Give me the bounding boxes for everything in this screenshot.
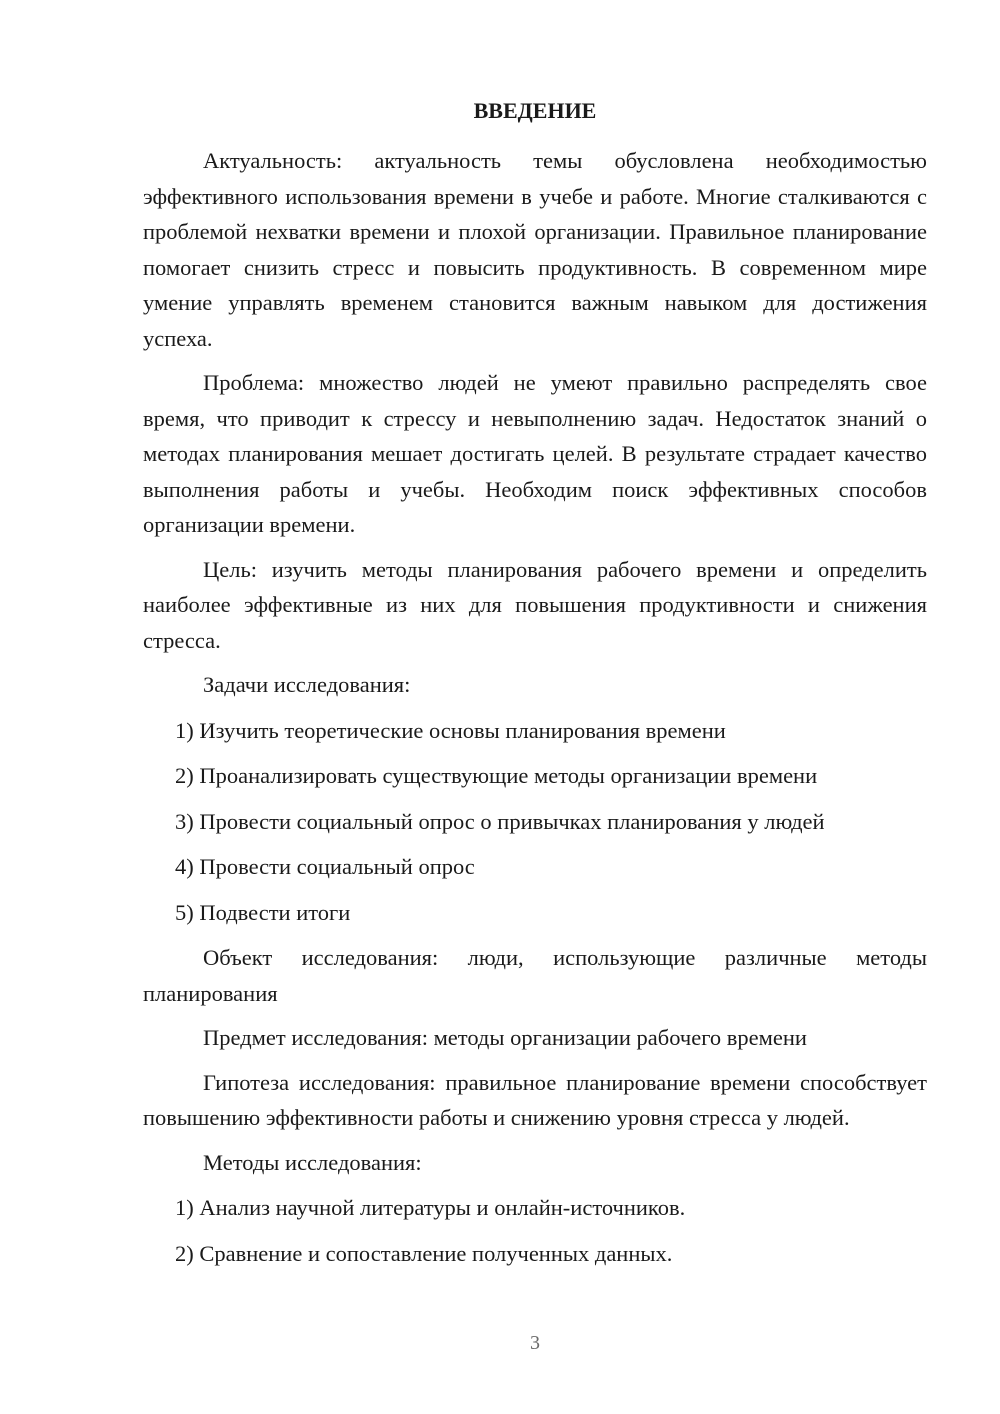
method-item-2: 2) Сравнение и сопоставление полученных данных. bbox=[175, 1240, 673, 1266]
task-item-1: 1) Изучить теоретические основы планирования времени bbox=[175, 717, 726, 743]
object-paragraph: Объект исследования: люди, использующие различные методы планирования bbox=[143, 945, 927, 1006]
method-item-1: 1) Анализ научной литературы и онлайн-источников. bbox=[175, 1195, 686, 1220]
page-content bbox=[143, 88, 927, 1281]
subject-paragraph: Предмет исследования: методы организации рабочего времени bbox=[203, 1025, 807, 1050]
task-item-4: 4) Провести социальный опрос bbox=[175, 854, 475, 879]
goal-paragraph: Цель: изучить методы планирования рабочего времени и определить наиболее эффективные из них для повышения продуктивности и снижения стресса. bbox=[143, 556, 927, 653]
hypothesis-paragraph: Гипотеза исследования: правильное планирование времени способствует повышению эффективности работы и снижению уровня стресса у людей. bbox=[143, 1069, 927, 1130]
section-title: ВВЕДЕНИЕ bbox=[473, 98, 597, 123]
task-item-5: 5) Подвести итоги bbox=[175, 899, 351, 925]
tasks-heading: Задачи исследования: bbox=[203, 672, 411, 697]
methods-heading: Методы исследования: bbox=[203, 1149, 422, 1175]
problem-paragraph: Проблема: множество людей не умеют правильно распределять свое время, что приводит к стрессу и невыполнению задач. Недостаток знаний о методах планирования мешает достигать целей. В результате страдает качество выполнения работы и учебы. Необходим поиск эффективных способов организации времени. bbox=[143, 370, 927, 537]
task-item-3: 3) Провести социальный опрос о привычках планирования у людей bbox=[175, 808, 825, 834]
task-item-2: 2) Проанализировать существующие методы организации времени bbox=[175, 763, 818, 788]
page-number: 3 bbox=[530, 1332, 540, 1354]
relevance-paragraph: Актуальность: актуальность темы обусловлена необходимостью эффективного использования времени в учебе и работе. Многие сталкиваются с проблемой нехватки времени и плохой организации. Правильное планирование помогает снизить стресс и повысить продуктивность. В современном мире умение управлять временем становится важным навыком для достижения успеха. bbox=[143, 148, 927, 351]
